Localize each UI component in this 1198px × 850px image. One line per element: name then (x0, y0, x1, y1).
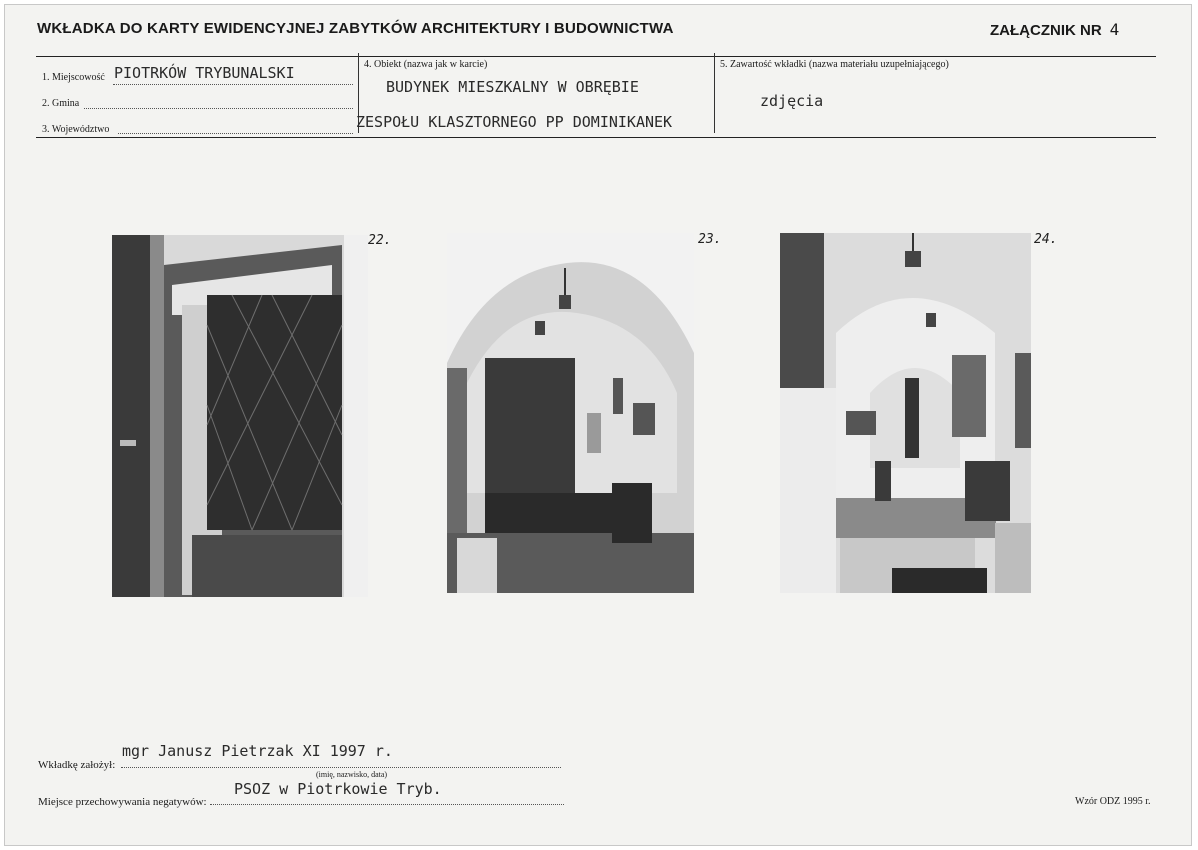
photo-23-number: 23. (698, 232, 722, 247)
photo-24-corridor (780, 233, 1031, 593)
zalozyl-label: Wkładkę założył: (38, 759, 116, 771)
top-rule (36, 56, 1156, 57)
gmina-label: 2. Gmina (42, 98, 80, 109)
obiekt-label: 4. Obiekt (nazwa jak w karcie) (364, 59, 488, 70)
zawartosc-label: 5. Zawartość wkładki (nazwa materiału uzupełniającego) (720, 59, 949, 70)
photo-24-number: 24. (1034, 232, 1058, 247)
obiekt-value-line1: BUDYNEK MIESZKALNY W OBRĘBIE (386, 78, 639, 96)
attachment-label (990, 20, 1119, 39)
wojewodztwo-label: 3. Województwo (42, 124, 110, 135)
miejsce-value: PSOZ w Piotrkowie Tryb. (234, 780, 442, 798)
zalozyl-line (121, 767, 561, 768)
miejscowosc-value: PIOTRKÓW TRYBUNALSKI (114, 64, 295, 82)
zalozyl-value: mgr Janusz Pietrzak XI 1997 r. (122, 742, 393, 760)
gmina-line (84, 108, 353, 109)
photo-22-door (112, 235, 368, 597)
photo-22-number: 22. (368, 233, 392, 248)
column-divider-2 (714, 53, 715, 133)
wojewodztwo-line (118, 133, 353, 134)
fields-bottom-rule (36, 137, 1156, 138)
miejsce-line (210, 804, 564, 805)
photo-23-chapel (447, 233, 694, 593)
card-title: WKŁADKA DO KARTY EWIDENCYJNEJ ZABYTKÓW ARCHITEKTURY I BUDOWNICTWA (37, 20, 674, 37)
zalozyl-hint: (imię, nazwisko, data) (316, 770, 388, 779)
attachment-label-text: ZAŁĄCZNIK NR (990, 22, 1102, 39)
obiekt-value-line2: ZESPOŁU KLASZTORNEGO PP DOMINIKANEK (356, 113, 673, 131)
miejscowosc-line (113, 84, 353, 85)
form-version: Wzór ODZ 1995 r. (1075, 796, 1151, 807)
miejscowosc-label: 1. Miejscowość (42, 72, 105, 83)
attachment-number: 4 (1109, 20, 1120, 39)
miejsce-label: Miejsce przechowywania negatywów: (38, 796, 207, 808)
zawartosc-value: zdjęcia (760, 92, 824, 110)
